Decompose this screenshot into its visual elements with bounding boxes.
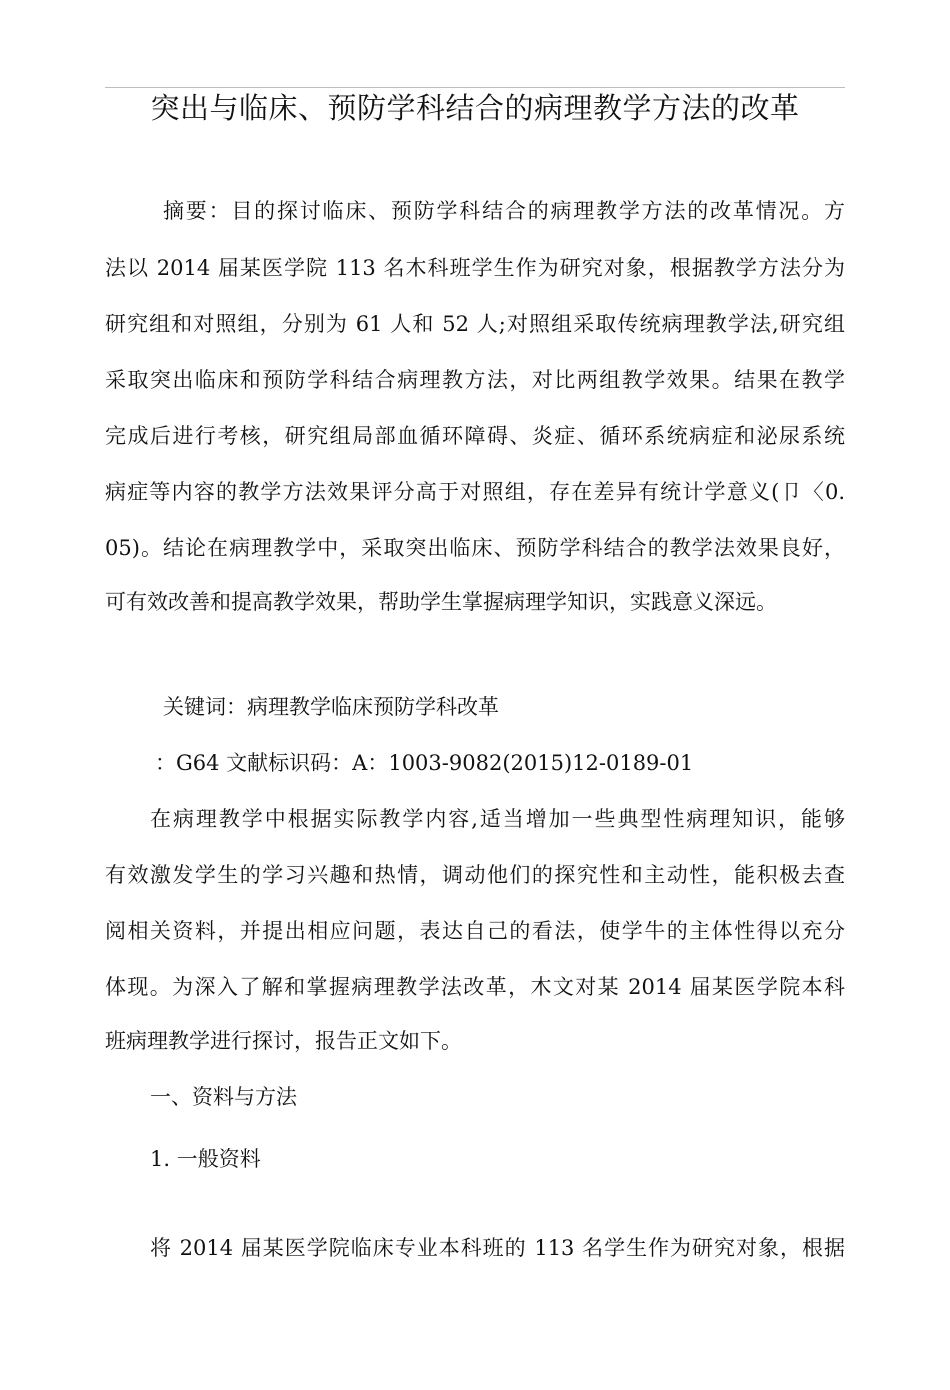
document-title: 突出与临床、预防学科结合的病理教学方法的改革	[150, 91, 800, 125]
body-line: 将 2014 届某医学院临床专业本科班的 113 名学生作为研究对象，根据	[150, 1236, 845, 1260]
intro-line: 阅相关资料，并提出相应问题，表达自己的看法，使学牛的主体性得以充分	[105, 919, 845, 943]
abstract-line: 病症等内容的教学方法效果评分高于对照组，存在差异有统计学意义(卩〈0.	[105, 480, 845, 504]
subsection-heading: 1. 一般资料	[150, 1147, 261, 1171]
abstract-line: 研究组和对照组，分别为 61 人和 52 人;对照组采取传统病理教学法,研究组	[105, 312, 845, 336]
intro-line: 在病理教学中根据实际教学内容,适当增加一些典型性病理知识，能够	[150, 807, 845, 831]
abstract-line: 摘要：目的探讨临床、预防学科结合的病理教学方法的改革情况。方	[163, 199, 845, 223]
abstract-line: 05)。结论在病理教学中，采取突出临床、预防学科结合的教学法效果良好，	[105, 536, 845, 560]
abstract-line: 可有效改善和提高教学效果，帮助学生掌握病理学知识，实践意义深远。	[105, 590, 777, 614]
section-heading: 一、资料与方法	[150, 1085, 297, 1109]
intro-line: 班病理教学进行探讨，报告正文如下。	[105, 1029, 462, 1053]
abstract-line: 完成后进行考核，研究组局部血循环障碍、炎症、循环系统病症和泌尿系统	[105, 424, 845, 448]
classification-line: ：G64 文献标识码：A：1003-9082(2015)12-0189-01	[155, 751, 694, 775]
abstract-line: 采取突出临床和预防学科结合病理教方法，对比两组教学效果。结果在教学	[105, 368, 845, 392]
keywords: 关键词：病理教学临床预防学科改革	[163, 695, 499, 719]
intro-line: 体现。为深入了解和掌握病理教学法改革，木文对某 2014 届某医学院本科	[105, 975, 845, 999]
intro-line: 有效激发学生的学习兴趣和热情，调动他们的探究性和主动性，能积极去查	[105, 863, 845, 887]
abstract-line: 法以 2014 届某医学院 113 名木科班学生作为研究对象，根据教学方法分为	[105, 256, 845, 280]
